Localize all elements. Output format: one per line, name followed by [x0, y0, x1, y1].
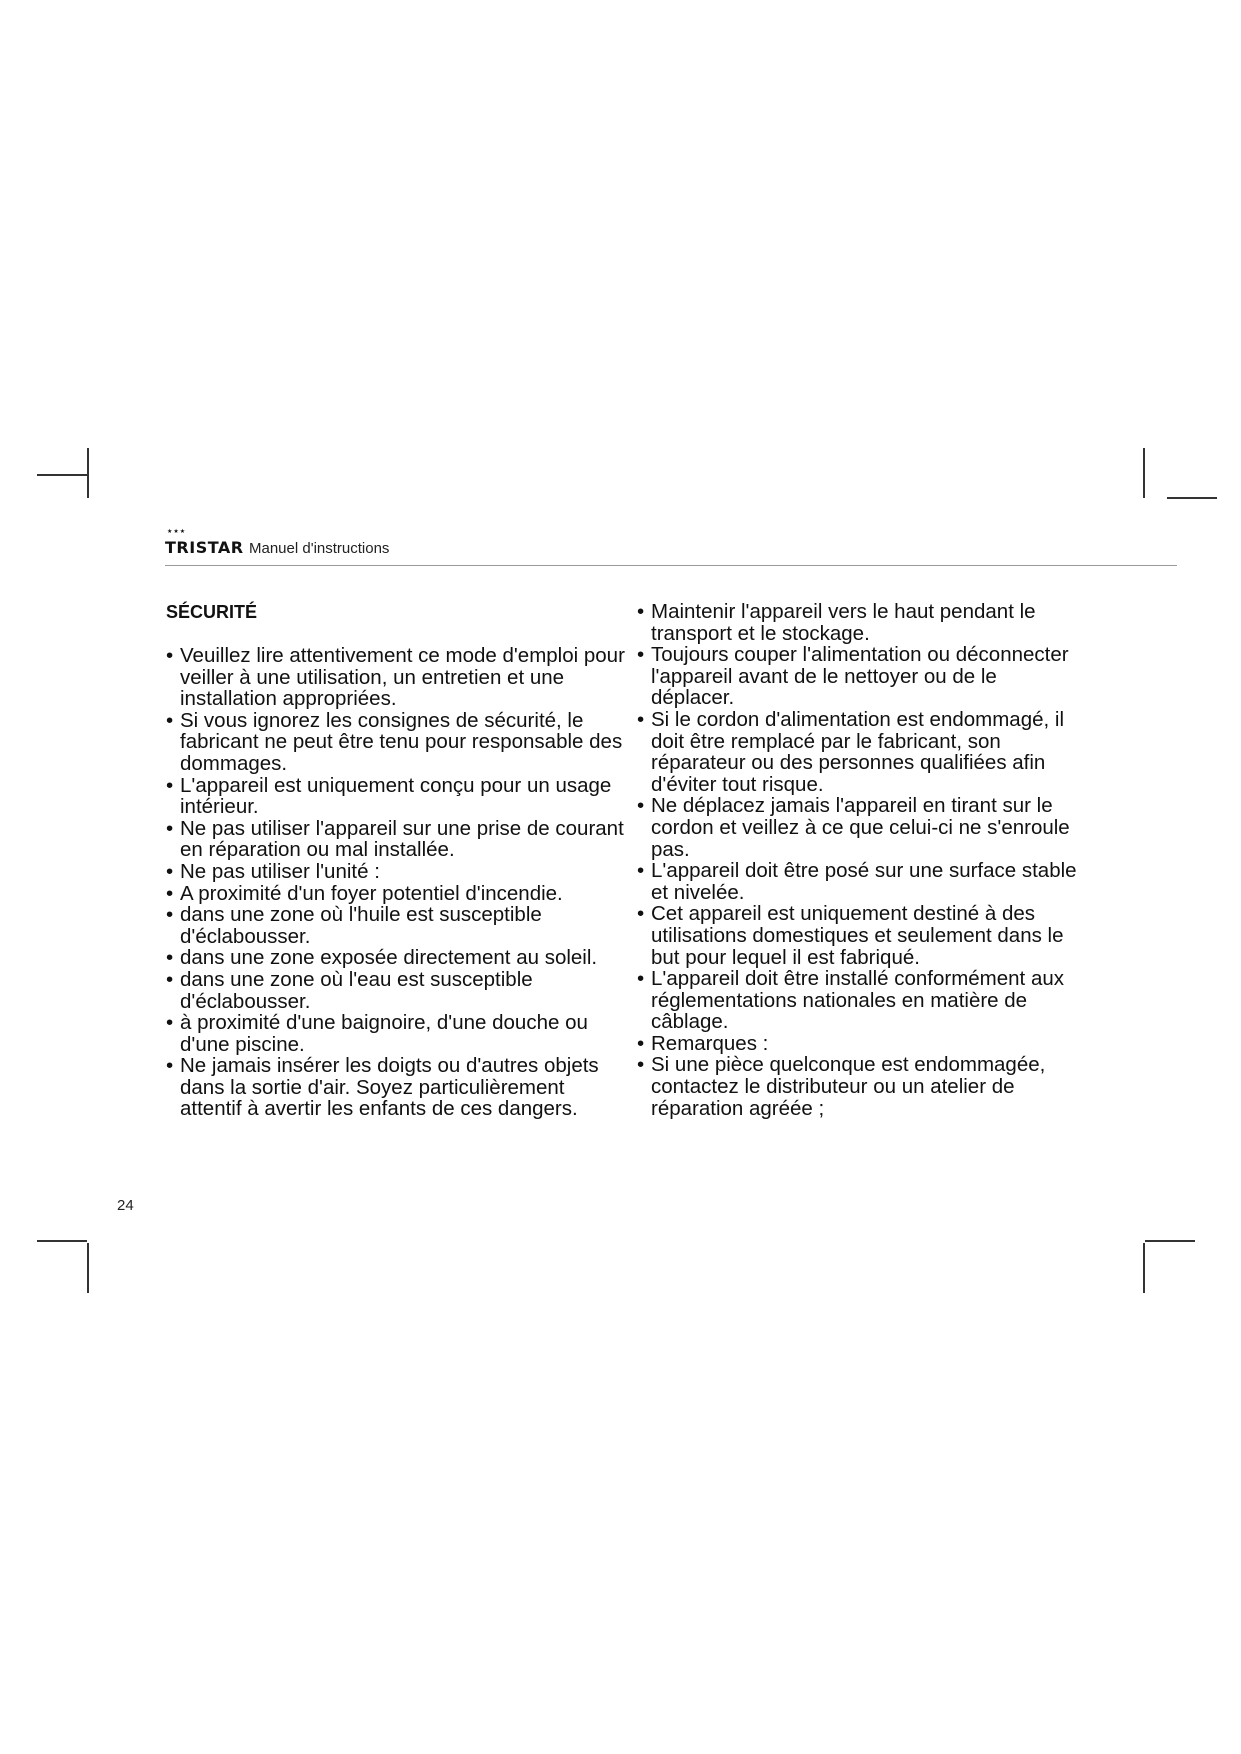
safety-list-right	[637, 601, 1097, 1119]
crop-mark	[37, 474, 87, 476]
list-item: • Ne déplacez jamais l'appareil en tirant sur le cordon et veillez à ce que celui-ci ne s'enroule pas.	[637, 795, 1081, 860]
crop-mark	[87, 1243, 89, 1293]
crop-mark	[87, 448, 89, 498]
list-item: • Maintenir l'appareil vers le haut pendant le transport et le stockage.	[637, 601, 1081, 644]
page-header	[165, 529, 1177, 568]
list-item: • L'appareil doit être installé conformément aux réglementations nationales en matière de câblage.	[637, 968, 1081, 1033]
crop-mark	[1167, 497, 1217, 499]
list-item: • A proximité d'un foyer potentiel d'incendie.	[166, 883, 625, 905]
crop-mark	[1145, 1240, 1195, 1242]
header-divider	[165, 565, 1177, 566]
brand-stars: ★★★	[167, 529, 187, 535]
brand-logo: TRISTAR	[165, 538, 244, 557]
list-item: • Ne pas utiliser l'appareil sur une prise de courant en réparation ou mal installée.	[166, 818, 625, 861]
crop-mark	[1143, 448, 1145, 498]
safety-list-left	[166, 645, 626, 1120]
left-column	[166, 645, 626, 1120]
list-item: • L'appareil doit être posé sur une surface stable et nivelée.	[637, 860, 1081, 903]
list-item: • dans une zone où l'eau est susceptible d'éclabousser.	[166, 969, 625, 1012]
list-item: • Si vous ignorez les consignes de sécurité, le fabricant ne peut être tenu pour responsable des dommages.	[166, 710, 625, 775]
list-item: • Remarques :	[637, 1033, 1081, 1055]
list-item: • dans une zone où l'huile est susceptible d'éclabousser.	[166, 904, 625, 947]
page-number: 24	[117, 1197, 134, 1214]
list-item: • Cet appareil est uniquement destiné à des utilisations domestiques et seulement dans le but pour lequel il est fabriqué.	[637, 903, 1081, 968]
list-item: • L'appareil est uniquement conçu pour un usage intérieur.	[166, 775, 625, 818]
list-item: • Si le cordon d'alimentation est endommagé, il doit être remplacé par le fabricant, son réparateur ou des personnes qualifiées afin d'éviter tout risque.	[637, 709, 1081, 795]
crop-mark	[37, 1240, 87, 1242]
crop-mark	[1143, 1243, 1145, 1293]
right-column	[637, 601, 1097, 1119]
list-item: • Si une pièce quelconque est endommagée, contactez le distributeur ou un atelier de réparation agréée ;	[637, 1054, 1081, 1119]
list-item: • à proximité d'une baignoire, d'une douche ou d'une piscine.	[166, 1012, 625, 1055]
list-item: • Ne pas utiliser l'unité :	[166, 861, 625, 883]
section-title: SÉCURITÉ	[166, 602, 258, 622]
list-item: • dans une zone exposée directement au soleil.	[166, 947, 625, 969]
list-item: • Veuillez lire attentivement ce mode d'emploi pour veiller à une utilisation, un entretien et une installation appropriées.	[166, 645, 625, 710]
manual-subtitle: Manuel d'instructions	[249, 540, 390, 557]
list-item: • Ne jamais insérer les doigts ou d'autres objets dans la sortie d'air. Soyez particulièrement attentif à avertir les enfants de ces dangers.	[166, 1055, 625, 1120]
list-item: • Toujours couper l'alimentation ou déconnecter l'appareil avant de le nettoyer ou de le déplacer.	[637, 644, 1081, 709]
